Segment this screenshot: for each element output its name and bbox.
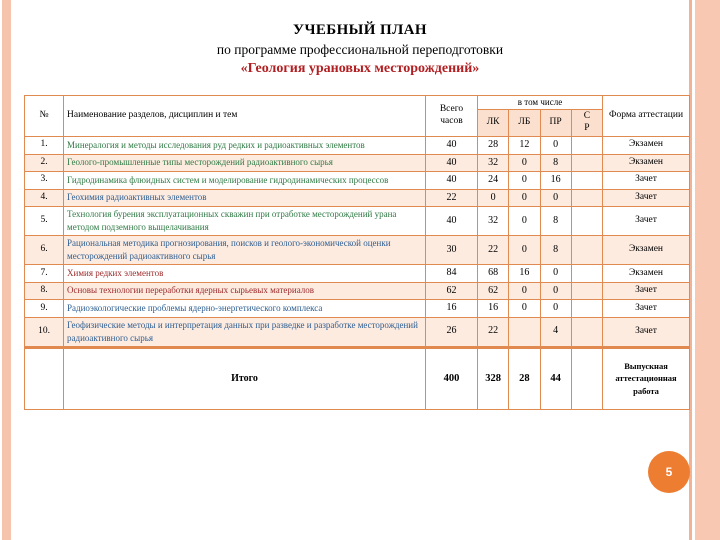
row-discipline: Радиоэкологические проблемы ядерно-энергетического комплекса: [64, 300, 426, 318]
col-header-name: Наименование разделов, дисциплин и тем: [64, 96, 426, 137]
page-subtitle: по программе профессиональной переподготовки: [216, 42, 504, 58]
row-form: Зачет: [603, 189, 690, 207]
row-total: 26: [426, 317, 478, 347]
row-sr: [571, 300, 602, 318]
row-form: Экзамен: [603, 154, 690, 172]
page-title: УЧЕБНЫЙ ПЛАН: [293, 22, 427, 38]
col-header-form: Форма аттестации: [603, 96, 690, 137]
row-number: 4.: [25, 189, 64, 207]
row-discipline: Химия редких элементов: [64, 265, 426, 283]
row-pr: 0: [540, 282, 571, 300]
row-sr: [571, 207, 602, 236]
col-header-pr: ПР: [540, 110, 571, 137]
row-form: Зачет: [603, 172, 690, 190]
row-number: 2.: [25, 154, 64, 172]
row-form: Экзамен: [603, 265, 690, 283]
table-row: [25, 317, 690, 347]
row-total: 84: [426, 265, 478, 283]
curriculum-table: [24, 95, 690, 410]
row-pr: 16: [540, 172, 571, 190]
row-total: 30: [426, 236, 478, 265]
row-lb: 0: [509, 207, 540, 236]
totals-number-spacer: [25, 347, 64, 409]
right-decor-band: [695, 0, 720, 540]
row-lk: 28: [478, 137, 509, 155]
row-total: 40: [426, 154, 478, 172]
col-header-lk: ЛК: [478, 110, 509, 137]
row-total: 16: [426, 300, 478, 318]
row-total: 62: [426, 282, 478, 300]
row-pr: 0: [540, 300, 571, 318]
right-decor-gap-inner: [692, 0, 695, 540]
row-number: 7.: [25, 265, 64, 283]
col-header-lb: ЛБ: [509, 110, 540, 137]
row-lb: [509, 317, 540, 347]
row-pr: 8: [540, 154, 571, 172]
row-lb: 12: [509, 137, 540, 155]
row-form: Экзамен: [603, 137, 690, 155]
row-sr: [571, 236, 602, 265]
row-sr: [571, 172, 602, 190]
row-number: 8.: [25, 282, 64, 300]
row-number: 10.: [25, 317, 64, 347]
row-lk: 22: [478, 317, 509, 347]
row-discipline: Основы технологии переработки ядерных сырьевых материалов: [64, 282, 426, 300]
row-discipline: Геолого-промышленные типы месторождений радиоактивного сырья: [64, 154, 426, 172]
totals-total: 400: [426, 347, 478, 409]
row-number: 5.: [25, 207, 64, 236]
title-block: [36, 22, 684, 78]
page-number-badge: 5: [648, 451, 690, 493]
row-sr: [571, 137, 602, 155]
row-form: Зачет: [603, 317, 690, 347]
row-total: 22: [426, 189, 478, 207]
row-number: 1.: [25, 137, 64, 155]
row-lb: 0: [509, 282, 540, 300]
totals-pr: 44: [540, 347, 571, 409]
row-total: 40: [426, 207, 478, 236]
row-form: Зачет: [603, 207, 690, 236]
left-decor-stripe: [2, 0, 11, 540]
totals-sr: [571, 347, 602, 409]
col-header-group: в том числе: [478, 96, 603, 110]
row-form: Экзамен: [603, 236, 690, 265]
table-row: [25, 189, 690, 207]
row-number: 9.: [25, 300, 64, 318]
row-pr: 0: [540, 137, 571, 155]
col-header-sr-line2: Р: [584, 123, 590, 134]
row-discipline: Гидродинамика флюидных систем и моделирование гидродинамических процессов: [64, 172, 426, 190]
totals-lk: 328: [478, 347, 509, 409]
totals-form: Выпускная аттестационная работа: [603, 347, 690, 409]
row-sr: [571, 282, 602, 300]
row-sr: [571, 154, 602, 172]
table-row: [25, 300, 690, 318]
col-header-sr: [571, 110, 602, 137]
row-lb: 0: [509, 154, 540, 172]
row-form: Зачет: [603, 282, 690, 300]
table-row: [25, 236, 690, 265]
row-lk: 16: [478, 300, 509, 318]
row-lb: 0: [509, 189, 540, 207]
table-row: [25, 207, 690, 236]
row-lb: 16: [509, 265, 540, 283]
row-lk: 32: [478, 154, 509, 172]
row-sr: [571, 317, 602, 347]
row-pr: 0: [540, 265, 571, 283]
row-lb: 0: [509, 172, 540, 190]
row-sr: [571, 265, 602, 283]
table-row: [25, 282, 690, 300]
row-pr: 4: [540, 317, 571, 347]
row-pr: 0: [540, 189, 571, 207]
row-lk: 68: [478, 265, 509, 283]
row-discipline: Геохимия радиоактивных элементов: [64, 189, 426, 207]
col-header-number: №: [25, 96, 64, 137]
table-header-row-top: [25, 96, 690, 110]
table-body: [25, 137, 690, 410]
row-number: 6.: [25, 236, 64, 265]
table-row: [25, 265, 690, 283]
row-discipline: Рациональная методика прогнозирования, поисков и геолого-экономической оценки месторождений радиоактивного сырья: [64, 236, 426, 265]
row-lk: 32: [478, 207, 509, 236]
row-lk: 22: [478, 236, 509, 265]
row-lk: 0: [478, 189, 509, 207]
row-sr: [571, 189, 602, 207]
totals-row: [25, 347, 690, 409]
left-decor-gap: [11, 0, 13, 540]
row-discipline: Геофизические методы и интерпретация данных при разведке и разработке месторождений радиоактивного сырья: [64, 317, 426, 347]
row-total: 40: [426, 172, 478, 190]
col-header-sr-line1: С: [583, 111, 591, 122]
row-discipline: Технология бурения эксплуатационных скважин при отработке месторождений урана методом подземного выщелачивания: [64, 207, 426, 236]
row-lk: 24: [478, 172, 509, 190]
row-number: 3.: [25, 172, 64, 190]
row-pr: 8: [540, 236, 571, 265]
row-total: 40: [426, 137, 478, 155]
row-lk: 62: [478, 282, 509, 300]
table-row: [25, 154, 690, 172]
row-lb: 0: [509, 300, 540, 318]
table-row: [25, 137, 690, 155]
program-name-title: «Геология урановых месторождений»: [240, 60, 480, 76]
table-header: [25, 96, 690, 137]
row-form: Зачет: [603, 300, 690, 318]
totals-lb: 28: [509, 347, 540, 409]
table-row: [25, 172, 690, 190]
col-header-total-hours: Всего часов: [426, 96, 478, 137]
row-pr: 8: [540, 207, 571, 236]
row-lb: 0: [509, 236, 540, 265]
totals-label: Итого: [64, 347, 426, 409]
row-discipline: Минералогия и методы исследования руд редких и радиоактивных элементов: [64, 137, 426, 155]
